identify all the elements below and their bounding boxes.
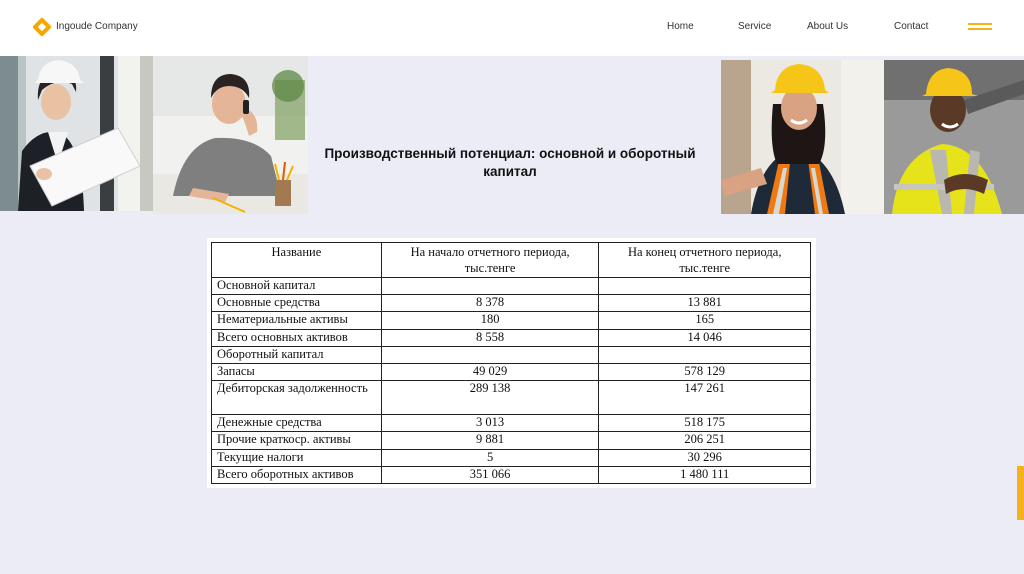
row-label: Текущие налоги [212, 449, 382, 466]
row-label: Дебиторская задолженность [212, 381, 382, 415]
brand-name[interactable]: Ingoude Company [56, 21, 138, 32]
photo-worker-woman-hardhat [721, 60, 884, 214]
start-value: 8 378 [381, 295, 599, 312]
start-value: 3 013 [381, 415, 599, 432]
capital-table [211, 242, 811, 484]
start-value: 9 881 [381, 432, 599, 449]
start-value: 5 [381, 449, 599, 466]
end-value: 14 046 [599, 329, 811, 346]
end-value: 518 175 [599, 415, 811, 432]
row-label: Всего оборотных активов [212, 466, 382, 483]
end-value: 578 129 [599, 363, 811, 380]
table-row [212, 278, 811, 295]
nav-service-link[interactable]: Service [738, 21, 772, 32]
table-row [212, 432, 811, 449]
start-value [381, 346, 599, 363]
end-value [599, 278, 811, 295]
slide-title: Производственный потенциал: основной и оборотный капитал [324, 146, 696, 179]
nav-contact-link[interactable]: Contact [894, 21, 929, 32]
table-row [212, 415, 811, 432]
start-value: 351 066 [381, 466, 599, 483]
photo-worker-man-hardhat [884, 60, 1024, 214]
start-value: 289 138 [381, 381, 599, 415]
row-label: Основной капитал [212, 278, 382, 295]
logo-icon[interactable] [32, 17, 52, 37]
table-row [212, 295, 811, 312]
row-label: Всего основных активов [212, 329, 382, 346]
photo-engineer-woman-blueprint [0, 56, 153, 211]
capital-table-card [207, 238, 816, 488]
nav-about-link[interactable]: About Us [807, 21, 849, 32]
table-row [212, 312, 811, 329]
start-value: 49 029 [381, 363, 599, 380]
row-label: Основные средства [212, 295, 382, 312]
table-row [212, 329, 811, 346]
start-value [381, 278, 599, 295]
nav-home-link[interactable]: Home [667, 21, 694, 32]
end-value: 30 296 [599, 449, 811, 466]
row-label: Запасы [212, 363, 382, 380]
end-value: 147 261 [599, 381, 811, 415]
column-header-end: На конец отчетного периода, тыс.тенге [599, 243, 811, 278]
hamburger-menu-icon[interactable] [968, 21, 992, 33]
table-header-row [212, 243, 811, 278]
table-row [212, 363, 811, 380]
photo-engineer-man-phone [153, 56, 308, 214]
end-value: 13 881 [599, 295, 811, 312]
start-value: 180 [381, 312, 599, 329]
end-value: 206 251 [599, 432, 811, 449]
row-label: Прочие краткоср. активы [212, 432, 382, 449]
row-label: Нематериальные активы [212, 312, 382, 329]
table-row [212, 381, 811, 415]
row-label: Денежные средства [212, 415, 382, 432]
column-header-start: На начало отчетного периода, тыс.тенге [381, 243, 599, 278]
table-row [212, 466, 811, 483]
end-value [599, 346, 811, 363]
top-navigation-bar [0, 0, 1024, 56]
table-row [212, 346, 811, 363]
column-header-name: Название [212, 243, 382, 278]
scroll-indicator[interactable] [1017, 466, 1024, 520]
end-value: 165 [599, 312, 811, 329]
row-label: Оборотный капитал [212, 346, 382, 363]
end-value: 1 480 111 [599, 466, 811, 483]
start-value: 8 558 [381, 329, 599, 346]
table-row [212, 449, 811, 466]
